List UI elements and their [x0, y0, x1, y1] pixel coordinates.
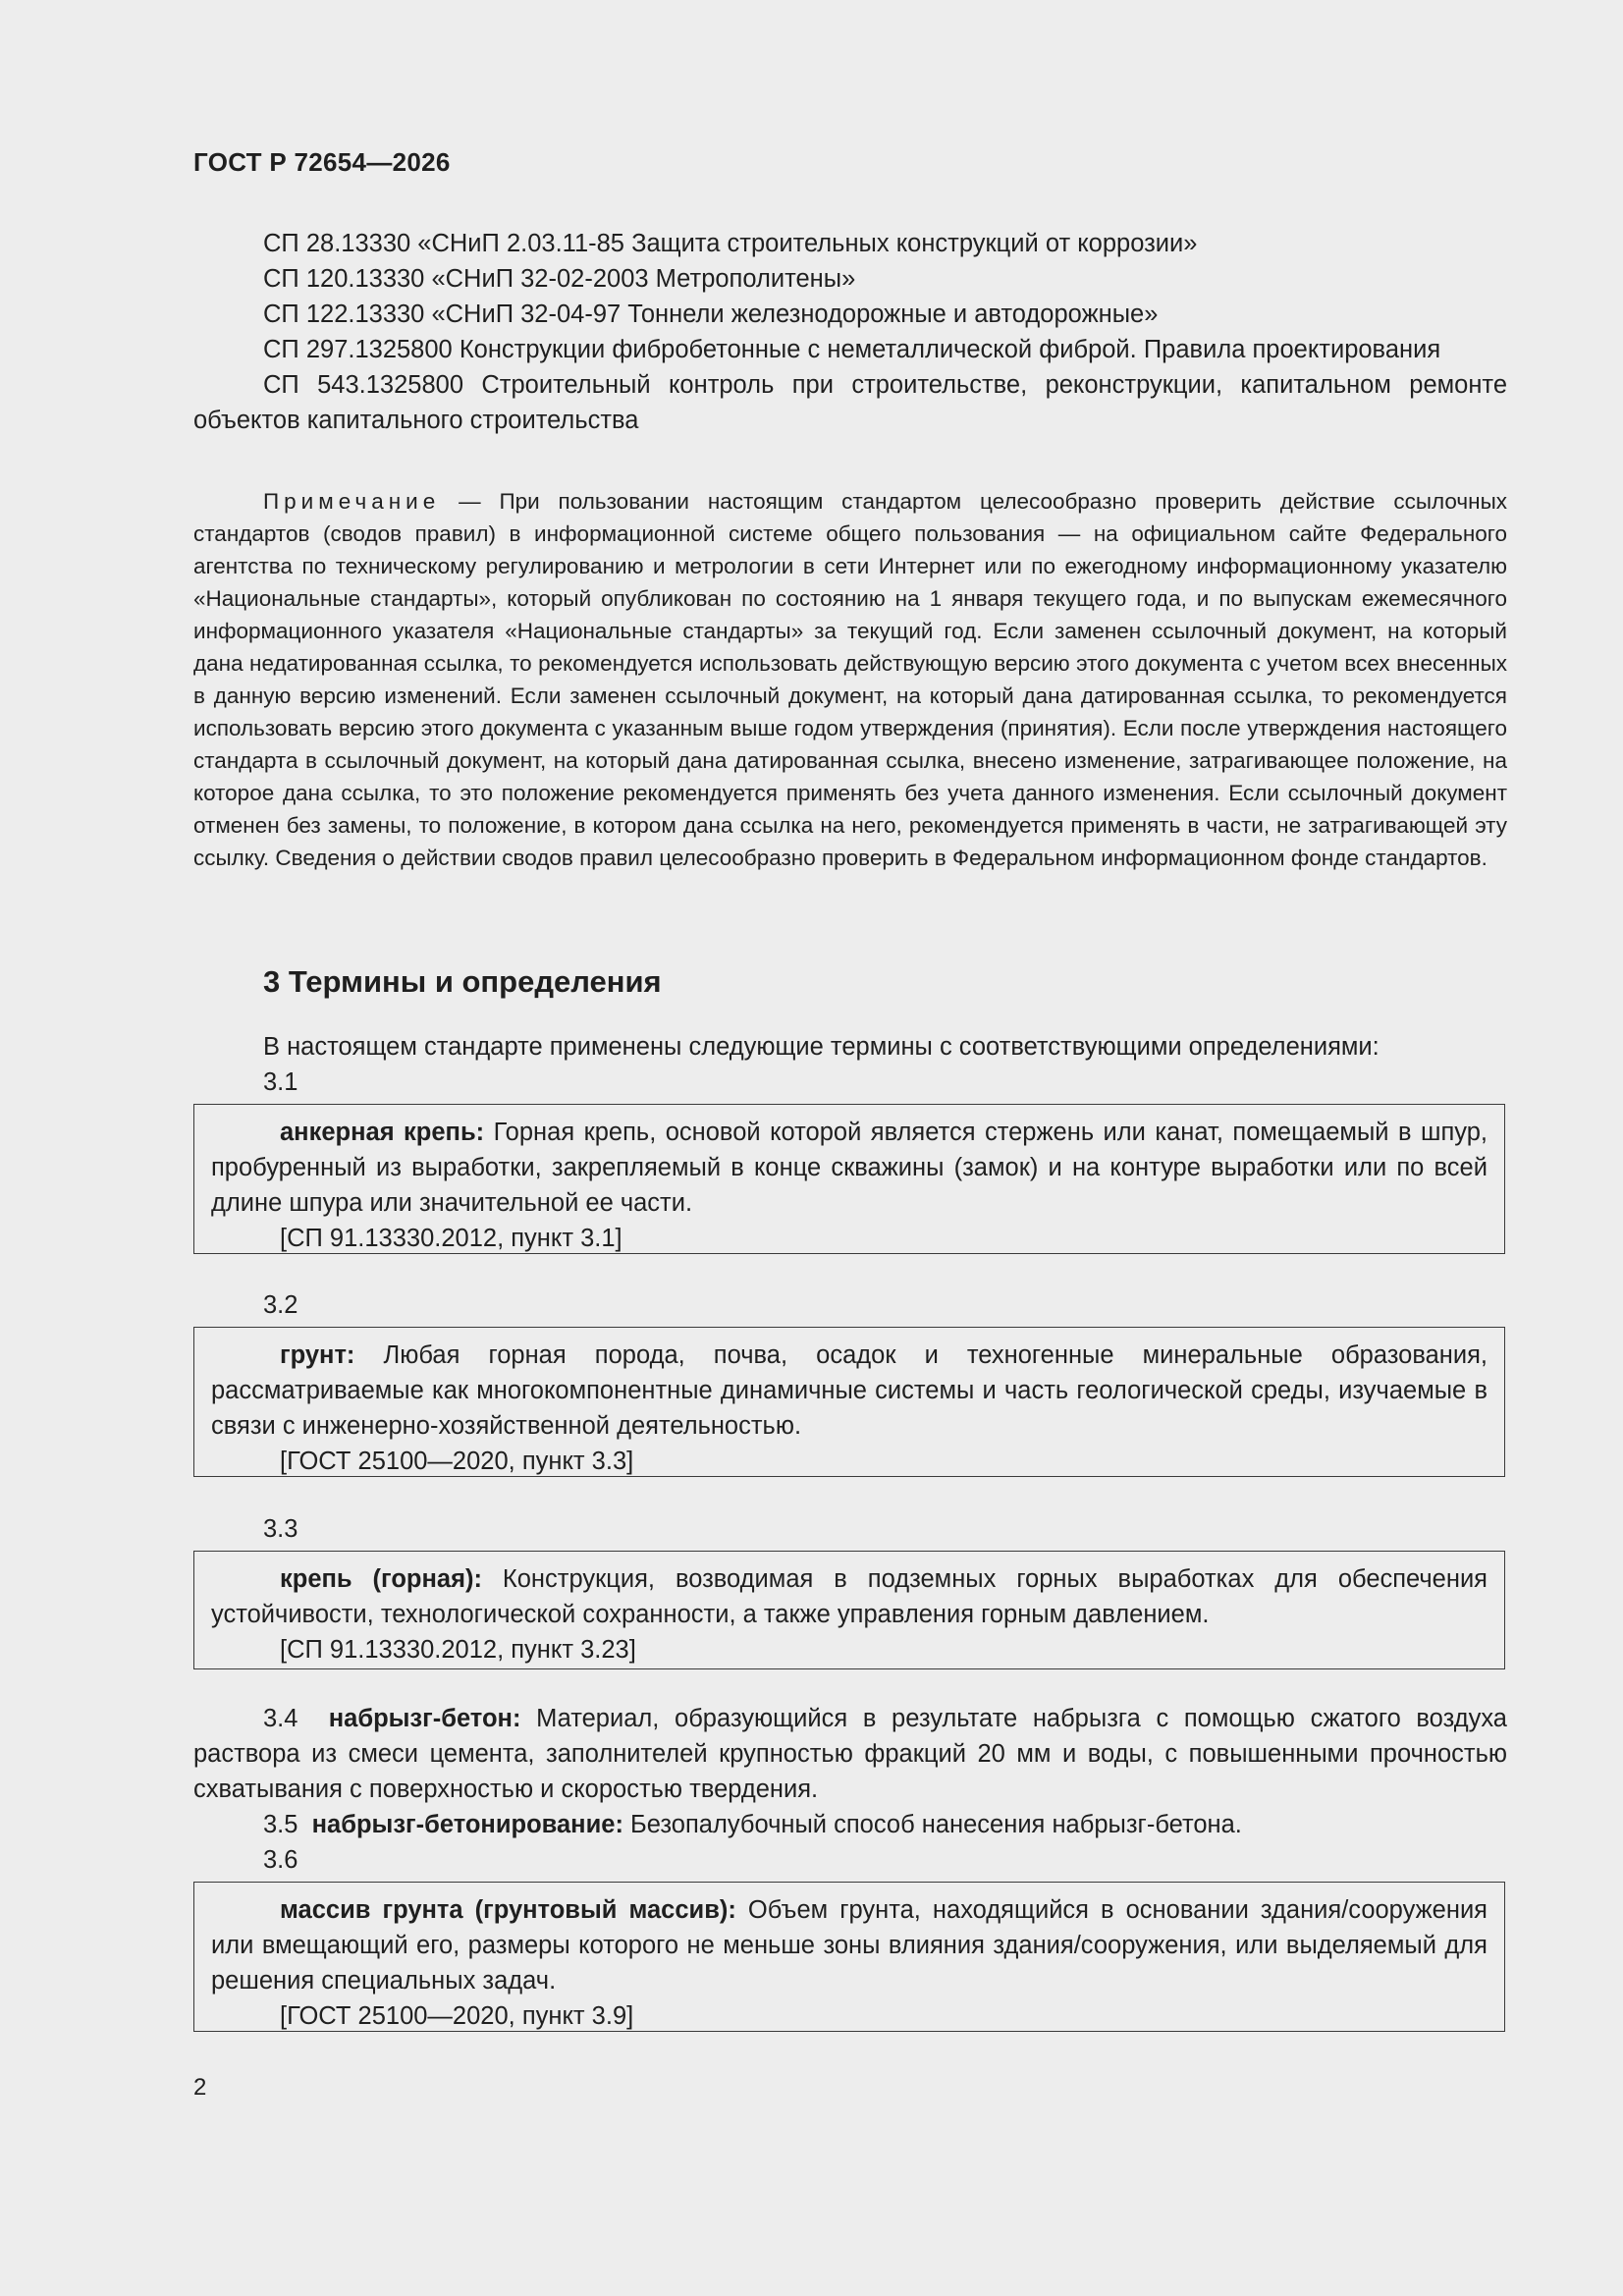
term-definition — [211, 1338, 1488, 1444]
term-definition-text: Объем грунта, находящийся в основании здания/сооружения или вмещающий его, размеры которого не меньше зоны влияния здания/сооружения, или выделяемый для решения специальных задач. — [211, 1896, 1488, 1995]
term-source: [ГОСТ 25100—2020, пункт 3.3] — [280, 1448, 634, 1475]
term-definition — [211, 1115, 1488, 1221]
note-label: Примечание — [263, 489, 441, 514]
term-source: [СП 91.13330.2012, пункт 3.1] — [280, 1225, 622, 1252]
term-name: набрызг-бетонирование: — [311, 1811, 623, 1838]
term-definition-text: Конструкция, возводимая в подземных горных выработках для обеспечения устойчивости, технологической сохранности, а также управления горным давлением. — [211, 1565, 1488, 1628]
term-definition-text: Материал, образующийся в результате набрызга с помощью сжатого воздуха раствора из смеси цемента, заполнителей крупностью фракций 20 мм и воды, с повышенными прочностью схватывания с поверхностью и скоростью твердения. — [193, 1705, 1507, 1803]
term-source: [СП 91.13330.2012, пункт 3.23] — [280, 1636, 636, 1664]
term-number: 3.6 — [263, 1846, 298, 1874]
term-name: анкерная крепь: — [280, 1119, 485, 1146]
reference-item: СП 28.13330 «СНиП 2.03.11-85 Защита строительных конструкций от коррозии» — [263, 230, 1198, 257]
term-name: набрызг-бетон: — [328, 1705, 521, 1732]
term-inline — [193, 1807, 1507, 1842]
term-box — [193, 1882, 1505, 2032]
reference-item: СП 120.13330 «СНиП 32-02-2003 Метрополитены» — [263, 265, 856, 293]
term-source: [ГОСТ 25100—2020, пункт 3.9] — [280, 2002, 634, 2030]
reference-item: СП 297.1325800 Конструкции фибробетонные с неметаллической фиброй. Правила проектирования — [263, 336, 1441, 363]
section-intro: В настоящем стандарте применены следующие термины с соответствующими определениями: — [263, 1033, 1380, 1061]
term-inline — [193, 1701, 1507, 1807]
reference-item: СП 543.1325800 Строительный контроль при строительстве, реконструкции, капитальном ремонте объектов капитального строительства — [193, 371, 1507, 434]
term-box — [193, 1327, 1505, 1477]
term-box — [193, 1551, 1505, 1669]
reference-list — [193, 226, 1507, 438]
term-number: 3.5 — [263, 1811, 298, 1838]
section-title: 3 Термины и определения — [263, 964, 662, 999]
term-number: 3.1 — [263, 1068, 298, 1096]
term-definition — [211, 1892, 1488, 1998]
term-number: 3.3 — [263, 1515, 298, 1543]
term-definition — [211, 1561, 1488, 1632]
term-definition-text: Безопалубочный способ нанесения набрызг-бетона. — [622, 1811, 1242, 1838]
term-definition-text: Горная крепь, основой которой является стержень или канат, помещаемый в шпур, пробуренный из выработки, закрепляемый в конце скважины (замок) и на контуре выработки или по всей длине шпура или значительной ее части. — [211, 1119, 1488, 1217]
term-name: массив грунта (грунтовый массив): — [280, 1896, 736, 1924]
term-name: крепь (горная): — [280, 1565, 482, 1593]
document-code: ГОСТ Р 72654—2026 — [193, 147, 451, 177]
term-box — [193, 1104, 1505, 1254]
term-definition-text: Любая горная порода, почва, осадок и техногенные минеральные образования, рассматриваемые как многокомпонентные динамичные системы и часть геологической среды, изучаемые в связи с инженерно-хозяйственной деятельностью. — [211, 1341, 1488, 1440]
reference-item: СП 122.13330 «СНиП 32-04-97 Тоннели железнодорожные и автодорожные» — [263, 301, 1159, 328]
term-number: 3.4 — [263, 1705, 298, 1732]
note-text: — При пользовании настоящим стандартом целесообразно проверить действие ссылочных стандартов (сводов правил) в информационной системе общего пользования — на официальном сайте Федерального агентства по техническому регулированию и метрологии в сети Интернет или по ежегодному информационному указателю «Национальные стандарты», который опубликован по состоянию на 1 января текущего года, и по выпускам ежемесячного информационного указателя «Национальные стандарты» за текущий год. Если заменен ссылочный документ, на который дана недатированная ссылка, то рекомендуется использовать действующую версию этого документа с учетом всех внесенных в данную версию изменений. Если заменен ссылочный документ, на который дана датированная ссылка, то рекомендуется использовать версию этого документа с указанным выше годом утверждения (принятия). Если после утверждения настоящего стандарта в ссылочный документ, на который дана датированная ссылка, внесено изменение, затрагивающее положение, на которое дана ссылка, то это положение рекомендуется применять без учета данного изменения. Если ссылочный документ отменен без замены, то положение, в котором дана ссылка на него, рекомендуется применять в части, не затрагивающей эту ссылку. Сведения о действии сводов правил целесообразно проверить в Федеральном информационном фонде стандартов. — [193, 489, 1507, 870]
note-paragraph — [193, 485, 1507, 874]
page-number: 2 — [193, 2074, 207, 2101]
term-name: грунт: — [280, 1341, 355, 1369]
term-number: 3.2 — [263, 1291, 298, 1319]
